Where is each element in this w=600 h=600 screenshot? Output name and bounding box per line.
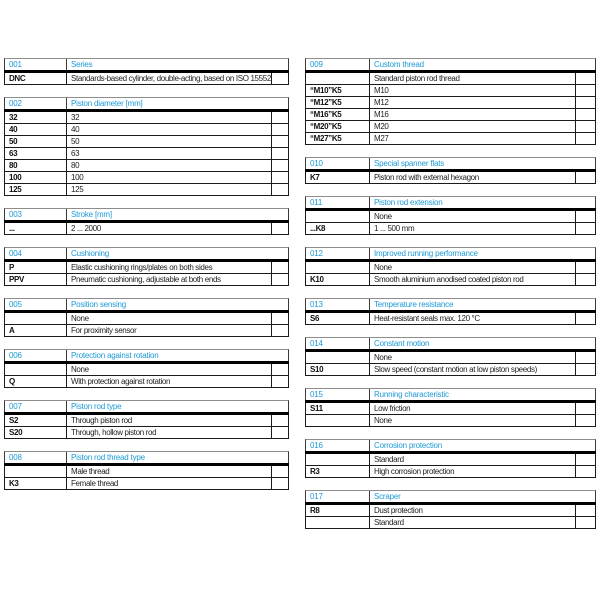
note-cell bbox=[271, 112, 288, 123]
option-code: S6 bbox=[310, 314, 320, 323]
note-cell bbox=[271, 262, 288, 273]
note-cell bbox=[271, 325, 288, 336]
note-cell bbox=[575, 223, 595, 234]
option-code: 50 bbox=[9, 137, 18, 146]
section-header bbox=[305, 388, 596, 400]
note-cell bbox=[271, 313, 288, 324]
note-cell bbox=[271, 136, 288, 147]
option-code: DNC bbox=[9, 74, 26, 83]
table-row bbox=[305, 364, 596, 376]
table-row bbox=[305, 466, 596, 478]
note-cell bbox=[271, 415, 288, 426]
option-description: High corrosion protection bbox=[369, 466, 575, 477]
option-code bbox=[306, 73, 369, 84]
section-number: 012 bbox=[310, 249, 323, 258]
section-title: Running characteristic bbox=[369, 389, 595, 400]
table-row bbox=[305, 505, 596, 517]
option-description: None bbox=[369, 262, 575, 273]
option-description: With protection against rotation bbox=[66, 376, 271, 387]
option-code bbox=[306, 211, 369, 222]
table-row bbox=[4, 478, 289, 490]
table-row bbox=[305, 274, 596, 286]
option-code: A bbox=[9, 326, 15, 335]
note-cell bbox=[271, 184, 288, 195]
option-description: None bbox=[369, 352, 575, 363]
section-number: 014 bbox=[310, 339, 323, 348]
option-description: 1 ... 500 mm bbox=[369, 223, 575, 234]
table-row bbox=[305, 172, 596, 184]
table-row bbox=[4, 184, 289, 196]
option-description: M16 bbox=[369, 109, 575, 120]
option-description: M10 bbox=[369, 85, 575, 96]
section-number: 003 bbox=[9, 210, 22, 219]
option-code: ... bbox=[9, 224, 15, 233]
option-description: 32 bbox=[66, 112, 271, 123]
section-header bbox=[4, 451, 289, 463]
note-cell bbox=[271, 124, 288, 135]
option-code: P bbox=[9, 263, 14, 272]
note-cell bbox=[575, 211, 595, 222]
section-number: 017 bbox=[310, 492, 323, 501]
section-title: Custom thread bbox=[369, 59, 595, 70]
option-code: “M10”K5 bbox=[310, 86, 342, 95]
option-description: Standard piston rod thread bbox=[369, 73, 575, 84]
table-row bbox=[305, 415, 596, 427]
section-014-table bbox=[305, 337, 596, 376]
section-number: 016 bbox=[310, 441, 323, 450]
section-017-table bbox=[305, 490, 596, 529]
option-description: Smooth aluminium anodised coated piston rod bbox=[369, 274, 575, 285]
table-row bbox=[305, 121, 596, 133]
note-cell bbox=[271, 427, 288, 438]
section-number: 007 bbox=[9, 402, 22, 411]
section-title: Scraper bbox=[369, 491, 595, 502]
table-row bbox=[305, 133, 596, 145]
option-code: K3 bbox=[9, 479, 19, 488]
section-header bbox=[4, 97, 289, 109]
option-code: K7 bbox=[310, 173, 320, 182]
note-cell bbox=[271, 364, 288, 375]
note-cell bbox=[271, 73, 288, 84]
section-013-table bbox=[305, 298, 596, 325]
option-code: PPV bbox=[9, 275, 24, 284]
note-cell bbox=[271, 274, 288, 285]
section-title: Piston rod type bbox=[66, 401, 288, 412]
section-title: Piston rod thread type bbox=[66, 452, 288, 463]
section-header bbox=[4, 400, 289, 412]
section-number: 001 bbox=[9, 60, 22, 69]
section-008-table bbox=[4, 451, 289, 490]
note-cell bbox=[271, 172, 288, 183]
section-title: Series bbox=[66, 59, 288, 70]
option-code: “M27”K5 bbox=[310, 134, 342, 143]
option-description: None bbox=[369, 211, 575, 222]
section-header bbox=[305, 439, 596, 451]
note-cell bbox=[575, 454, 595, 465]
section-title: Piston diameter [mm] bbox=[66, 98, 288, 109]
option-description: None bbox=[66, 313, 271, 324]
option-description: Male thread bbox=[66, 466, 271, 477]
section-015-table bbox=[305, 388, 596, 427]
option-description: 125 bbox=[66, 184, 271, 195]
section-009-table bbox=[305, 58, 596, 145]
note-cell bbox=[271, 376, 288, 387]
table-row bbox=[4, 427, 289, 439]
table-row bbox=[4, 466, 289, 478]
section-title: Protection against rotation bbox=[66, 350, 288, 361]
section-016-table bbox=[305, 439, 596, 478]
table-row bbox=[305, 85, 596, 97]
section-006-table bbox=[4, 349, 289, 388]
note-cell bbox=[575, 262, 595, 273]
note-cell bbox=[575, 133, 595, 144]
option-code: Q bbox=[9, 377, 15, 386]
table-row bbox=[4, 148, 289, 160]
table-row bbox=[305, 211, 596, 223]
option-description: 50 bbox=[66, 136, 271, 147]
option-description: Female thread bbox=[66, 478, 271, 489]
note-cell bbox=[271, 466, 288, 477]
section-number: 015 bbox=[310, 390, 323, 399]
note-cell bbox=[575, 415, 595, 426]
section-title: Corrosion protection bbox=[369, 440, 595, 451]
option-description: 63 bbox=[66, 148, 271, 159]
option-code: R8 bbox=[310, 506, 320, 515]
section-header bbox=[4, 349, 289, 361]
option-code: 63 bbox=[9, 149, 18, 158]
option-code: ...K8 bbox=[310, 224, 326, 233]
table-row bbox=[305, 97, 596, 109]
section-number: 006 bbox=[9, 351, 22, 360]
section-title: Piston rod extension bbox=[369, 197, 595, 208]
section-header bbox=[305, 298, 596, 310]
section-007-table bbox=[4, 400, 289, 439]
table-row bbox=[305, 403, 596, 415]
option-code: 100 bbox=[9, 173, 22, 182]
table-row bbox=[4, 73, 289, 85]
note-cell bbox=[271, 223, 288, 234]
option-code: 32 bbox=[9, 113, 18, 122]
section-number: 004 bbox=[9, 249, 22, 258]
option-description: 2 ... 2000 bbox=[66, 223, 271, 234]
section-001-table bbox=[4, 58, 289, 85]
option-description: Heat-resistant seals max. 120 °C bbox=[369, 313, 575, 324]
section-header bbox=[305, 157, 596, 169]
note-cell bbox=[575, 73, 595, 84]
table-row bbox=[4, 172, 289, 184]
option-description: Through, hollow piston rod bbox=[66, 427, 271, 438]
option-code bbox=[306, 454, 369, 465]
section-title: Temperature resistance bbox=[369, 299, 595, 310]
option-code bbox=[306, 262, 369, 273]
option-description: Elastic cushioning rings/plates on both sides bbox=[66, 262, 271, 273]
section-number: 002 bbox=[9, 99, 22, 108]
note-cell bbox=[575, 403, 595, 414]
option-code bbox=[306, 517, 369, 528]
table-row bbox=[4, 112, 289, 124]
section-title: Constant motion bbox=[369, 338, 595, 349]
note-cell bbox=[575, 121, 595, 132]
section-title: Special spanner flats bbox=[369, 158, 595, 169]
option-description: 80 bbox=[66, 160, 271, 171]
note-cell bbox=[575, 517, 595, 528]
table-row bbox=[4, 136, 289, 148]
option-description: M27 bbox=[369, 133, 575, 144]
section-header bbox=[305, 247, 596, 259]
section-header bbox=[4, 247, 289, 259]
option-code bbox=[5, 364, 66, 375]
section-012-table bbox=[305, 247, 596, 286]
option-code: “M20”K5 bbox=[310, 122, 342, 131]
note-cell bbox=[575, 505, 595, 516]
option-description: M20 bbox=[369, 121, 575, 132]
table-row bbox=[4, 262, 289, 274]
section-title: Cushioning bbox=[66, 248, 288, 259]
option-description: Standard bbox=[369, 454, 575, 465]
note-cell bbox=[575, 364, 595, 375]
right-column bbox=[305, 58, 596, 541]
note-cell bbox=[575, 97, 595, 108]
section-title: Position sensing bbox=[66, 299, 288, 310]
table-row bbox=[4, 160, 289, 172]
option-code: S11 bbox=[310, 404, 323, 413]
table-row bbox=[305, 313, 596, 325]
note-cell bbox=[575, 274, 595, 285]
option-description: For proximity sensor bbox=[66, 325, 271, 336]
section-number: 010 bbox=[310, 159, 323, 168]
section-number: 005 bbox=[9, 300, 22, 309]
table-row bbox=[4, 415, 289, 427]
section-header bbox=[4, 298, 289, 310]
table-row bbox=[4, 364, 289, 376]
option-code bbox=[306, 415, 369, 426]
option-code: 80 bbox=[9, 161, 18, 170]
table-row bbox=[4, 124, 289, 136]
option-description: Pneumatic cushioning, adjustable at both ends bbox=[66, 274, 271, 285]
note-cell bbox=[575, 85, 595, 96]
option-description: Dust protection bbox=[369, 505, 575, 516]
note-cell bbox=[575, 352, 595, 363]
option-description: None bbox=[66, 364, 271, 375]
section-header bbox=[305, 490, 596, 502]
option-description: Standard bbox=[369, 517, 575, 528]
option-description: Piston rod with external hexagon bbox=[369, 172, 575, 183]
table-row bbox=[4, 274, 289, 286]
section-title: Improved running performance bbox=[369, 248, 595, 259]
option-code: K10 bbox=[310, 275, 324, 284]
option-code bbox=[306, 352, 369, 363]
table-row bbox=[305, 262, 596, 274]
section-010-table bbox=[305, 157, 596, 184]
table-row bbox=[305, 73, 596, 85]
option-description: Standards-based cylinder, double-acting, based on ISO 15552 bbox=[66, 73, 271, 84]
section-title: Stroke [mm] bbox=[66, 209, 288, 220]
option-description: Slow speed (constant motion at low piston speeds) bbox=[369, 364, 575, 375]
option-code: S10 bbox=[310, 365, 324, 374]
option-description: 100 bbox=[66, 172, 271, 183]
note-cell bbox=[271, 148, 288, 159]
table-row bbox=[4, 223, 289, 235]
table-row bbox=[305, 517, 596, 529]
option-description: Through piston rod bbox=[66, 415, 271, 426]
option-description: 40 bbox=[66, 124, 271, 135]
section-002-table bbox=[4, 97, 289, 196]
option-code bbox=[5, 466, 66, 477]
section-header bbox=[305, 58, 596, 70]
left-column bbox=[4, 58, 289, 502]
table-row bbox=[4, 313, 289, 325]
option-code: S20 bbox=[9, 428, 23, 437]
section-003-table bbox=[4, 208, 289, 235]
section-number: 013 bbox=[310, 300, 323, 309]
option-code: “M16”K5 bbox=[310, 110, 342, 119]
section-005-table bbox=[4, 298, 289, 337]
note-cell bbox=[575, 172, 595, 183]
section-header bbox=[4, 208, 289, 220]
option-code: 40 bbox=[9, 125, 18, 134]
table-row bbox=[305, 454, 596, 466]
option-description: M12 bbox=[369, 97, 575, 108]
table-row bbox=[305, 223, 596, 235]
table-row bbox=[4, 325, 289, 337]
note-cell bbox=[575, 466, 595, 477]
table-row bbox=[305, 109, 596, 121]
section-011-table bbox=[305, 196, 596, 235]
section-header bbox=[305, 196, 596, 208]
section-number: 011 bbox=[310, 198, 323, 207]
option-code: R3 bbox=[310, 467, 320, 476]
section-header bbox=[305, 337, 596, 349]
note-cell bbox=[575, 313, 595, 324]
note-cell bbox=[271, 160, 288, 171]
option-description: None bbox=[369, 415, 575, 426]
option-code bbox=[5, 313, 66, 324]
section-004-table bbox=[4, 247, 289, 286]
option-code: S2 bbox=[9, 416, 19, 425]
option-code: “M12”K5 bbox=[310, 98, 342, 107]
option-code: 125 bbox=[9, 185, 22, 194]
note-cell bbox=[271, 478, 288, 489]
table-row bbox=[4, 376, 289, 388]
section-header bbox=[4, 58, 289, 70]
section-number: 009 bbox=[310, 60, 323, 69]
section-number: 008 bbox=[9, 453, 22, 462]
table-row bbox=[305, 352, 596, 364]
option-description: Low friction bbox=[369, 403, 575, 414]
note-cell bbox=[575, 109, 595, 120]
